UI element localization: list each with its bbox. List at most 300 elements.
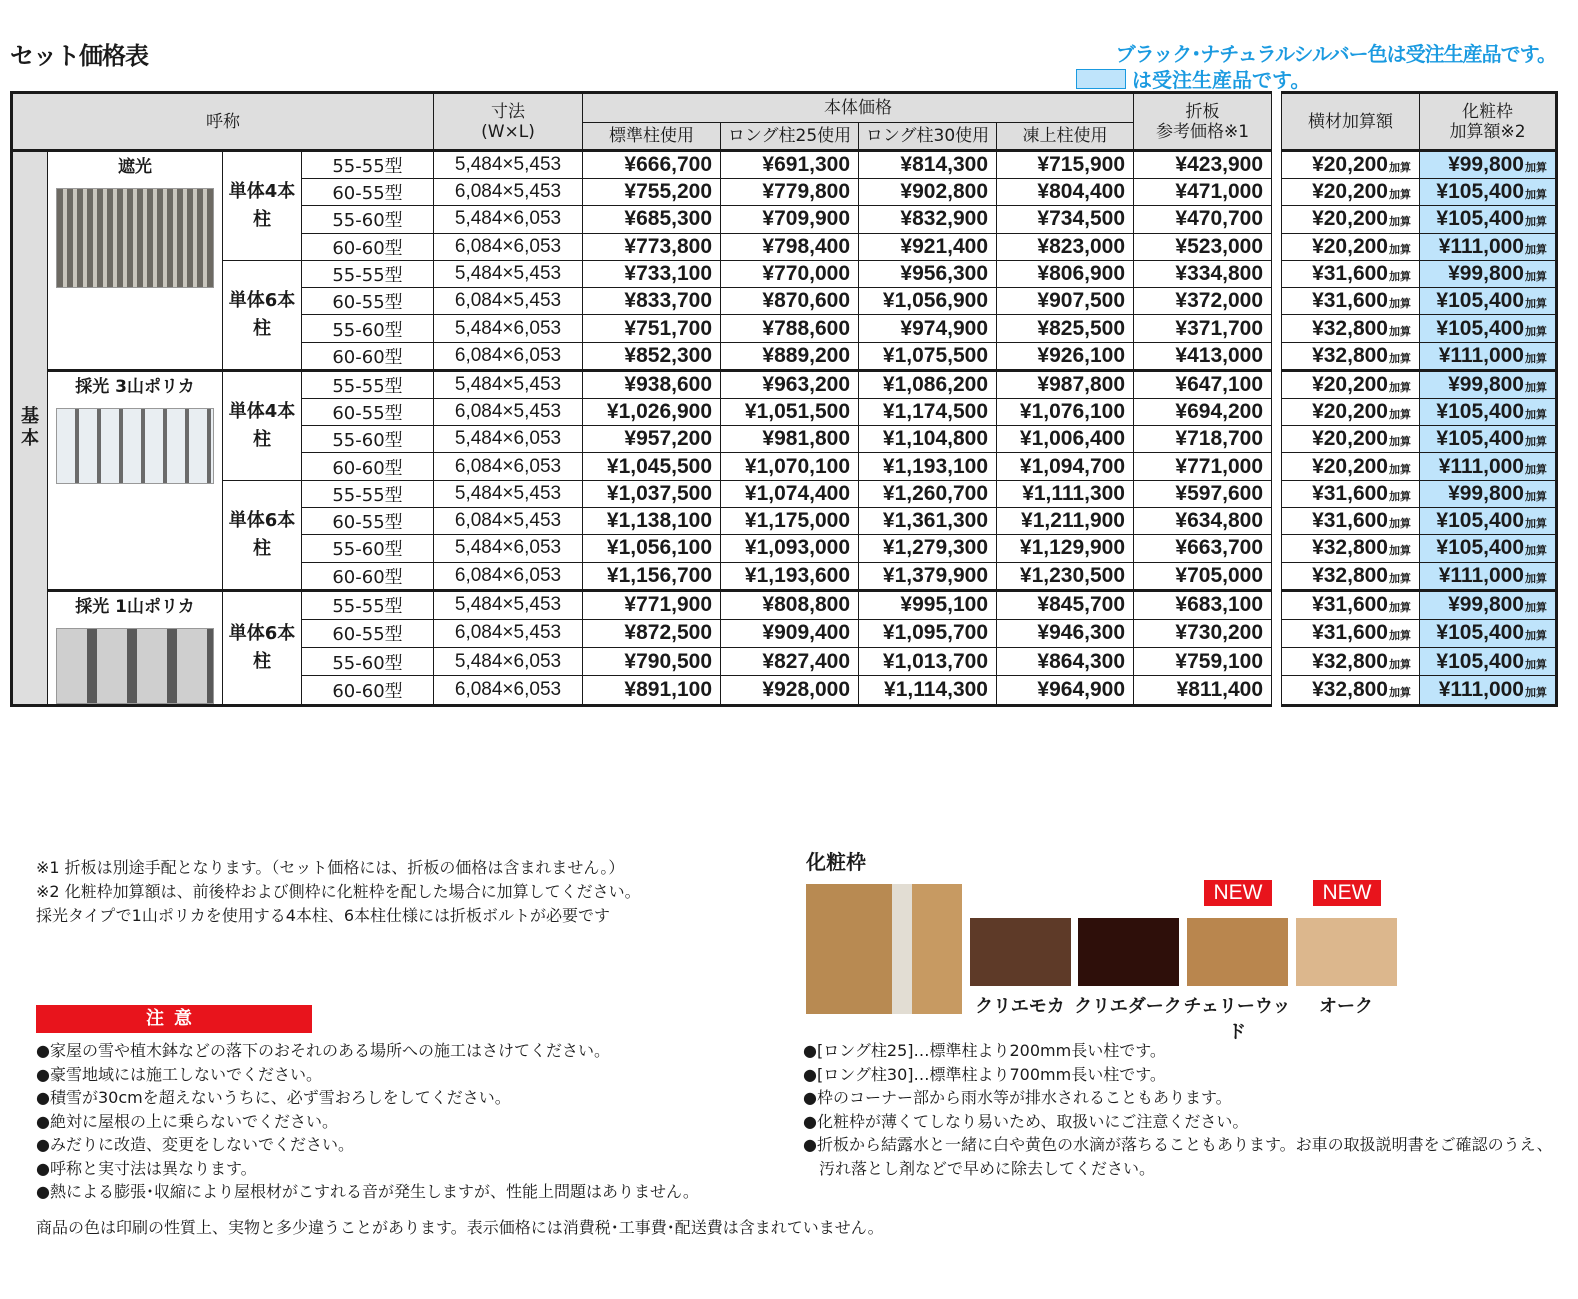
price-value: ¥111,000: [1438, 454, 1524, 478]
price-cell: ¥1,075,500: [859, 342, 997, 370]
suffix: 加算: [1525, 162, 1547, 174]
table-row: [12, 590, 1557, 619]
frame-addition-cell: [1420, 453, 1557, 480]
model-cell: 55-60型: [302, 648, 434, 676]
suffix: 加算: [1389, 408, 1411, 421]
size-cell: 5,484×5,453: [434, 151, 583, 179]
price-value: ¥20,200: [1312, 207, 1388, 231]
size-cell: 6,084×6,053: [434, 562, 583, 590]
header-fold: [1134, 93, 1272, 151]
price-value: ¥111,000: [1438, 234, 1524, 258]
model-cell: 55-55型: [302, 370, 434, 398]
model-cell: 55-55型: [302, 260, 434, 287]
caution-item: ●呼称と実寸法は異なります。: [36, 1158, 257, 1178]
price-cell: ¥751,700: [583, 315, 721, 342]
frame-addition-cell: [1420, 426, 1557, 453]
price-table: [10, 91, 1558, 707]
price-cell: ¥963,200: [721, 370, 859, 398]
page-title: セット価格表: [10, 42, 148, 70]
frame-addition-cell: [1420, 370, 1557, 398]
price-value: ¥99,800: [1448, 481, 1524, 505]
price-value: ¥31,600: [1312, 481, 1388, 505]
disclaimer: 商品の色は印刷の性質上、実物と多少違うことがあります。表示価格には消費税･工事費･配送費は含まれていません。: [36, 1218, 884, 1237]
price-cell: ¥852,300: [583, 342, 721, 370]
product-photo: [56, 408, 214, 484]
made-to-order-note: ブラック･ナチュラルシルバー色は受注生産品です。: [1115, 42, 1556, 66]
price-value: ¥20,200: [1312, 454, 1388, 478]
price-cell: ¥523,000: [1134, 233, 1272, 260]
price-cell: ¥798,400: [721, 233, 859, 260]
price-cell: ¥1,114,300: [859, 676, 997, 705]
caution-item: ●みだりに改造、変更をしないでください。: [36, 1135, 354, 1154]
model-cell: 60-60型: [302, 233, 434, 260]
beam-addition-cell: [1282, 507, 1420, 534]
price-value: ¥20,200: [1312, 399, 1388, 423]
price-value: ¥32,800: [1312, 563, 1388, 587]
model-cell: 60-60型: [302, 676, 434, 705]
suffix: 加算: [1525, 298, 1547, 311]
price-cell: ¥1,056,900: [859, 288, 997, 315]
price-cell: ¥634,800: [1134, 507, 1272, 534]
model-cell: 60-60型: [302, 342, 434, 370]
caution-item: ●積雪が30cmを超えないうちに、必ず雪おろしをしてください。: [36, 1088, 511, 1107]
gap: [1272, 648, 1282, 676]
price-cell: ¥597,600: [1134, 480, 1272, 507]
beam-addition-cell: [1282, 370, 1420, 398]
size-cell: 6,084×5,453: [434, 288, 583, 315]
price-cell: ¥647,100: [1134, 370, 1272, 398]
group-cell: [48, 590, 223, 705]
gap: [1272, 370, 1282, 398]
price-cell: ¥718,700: [1134, 426, 1272, 453]
frame-addition-cell: [1420, 535, 1557, 562]
remark-item: ●折板から結露水と一緒に白や黄色の水滴が落ちることもあります。お車の取扱説明書をご確認のうえ、汚れ落とし剤などで早めに除去してください。: [803, 1135, 1553, 1178]
header-std: 標準柱使用: [583, 123, 721, 151]
size-cell: 6,084×5,453: [434, 179, 583, 206]
price-cell: ¥1,045,500: [583, 453, 721, 480]
suffix: 加算: [1389, 658, 1411, 671]
price-value: ¥105,400: [1436, 180, 1524, 204]
gap: [1272, 233, 1282, 260]
price-cell: ¥926,100: [997, 342, 1134, 370]
swatch-label: チェリーウッド: [1183, 996, 1291, 1043]
price-value: ¥111,000: [1438, 343, 1524, 367]
price-value: ¥105,400: [1436, 427, 1524, 451]
price-cell: ¥823,000: [997, 233, 1134, 260]
price-cell: ¥759,100: [1134, 648, 1272, 676]
price-value: ¥31,600: [1312, 289, 1388, 313]
price-value: ¥105,400: [1436, 649, 1524, 673]
size-cell: 6,084×5,453: [434, 398, 583, 425]
frame-addition-cell: [1420, 151, 1557, 179]
price-value: ¥32,800: [1312, 316, 1388, 340]
price-value: ¥105,400: [1436, 289, 1524, 313]
size-cell: 6,084×6,053: [434, 342, 583, 370]
suffix: 加算: [1525, 243, 1547, 256]
suffix: 加算: [1525, 216, 1547, 229]
size-cell: 5,484×6,053: [434, 648, 583, 676]
beam-addition-cell: [1282, 648, 1420, 676]
price-cell: ¥902,800: [859, 179, 997, 206]
suffix: 加算: [1389, 686, 1411, 699]
price-cell: ¥1,156,700: [583, 562, 721, 590]
swatch-label: クリエモカ: [975, 996, 1065, 1017]
price-cell: ¥790,500: [583, 648, 721, 676]
price-cell: ¥709,900: [721, 206, 859, 233]
beam-addition-cell: [1282, 426, 1420, 453]
price-cell: ¥1,013,700: [859, 648, 997, 676]
price-value: ¥105,400: [1436, 316, 1524, 340]
header-fold-sub: 参考価格※1: [1155, 121, 1250, 142]
model-cell: 55-60型: [302, 535, 434, 562]
group-cell: [48, 151, 223, 371]
suffix: 加算: [1525, 602, 1547, 615]
remark-item: ●化粧枠が薄くてしなり易いため、取扱いにご注意ください。: [803, 1111, 1249, 1131]
price-cell: ¥1,211,900: [997, 507, 1134, 534]
suffix: 加算: [1525, 325, 1547, 338]
swatch-label: クリエダーク: [1074, 996, 1182, 1017]
price-cell: ¥987,800: [997, 370, 1134, 398]
price-value: ¥32,800: [1312, 677, 1388, 701]
price-cell: ¥1,094,700: [997, 453, 1134, 480]
price-cell: ¥1,361,300: [859, 507, 997, 534]
caution-item: ●豪雪地域には施工しないでください。: [36, 1064, 322, 1084]
model-cell: 60-55型: [302, 619, 434, 647]
suffix: 加算: [1389, 381, 1411, 394]
size-cell: 5,484×5,453: [434, 370, 583, 398]
size-cell: 5,484×6,053: [434, 426, 583, 453]
price-cell: ¥870,600: [721, 288, 859, 315]
model-cell: 60-55型: [302, 398, 434, 425]
header-size: [434, 93, 583, 151]
price-cell: ¥981,800: [721, 426, 859, 453]
gap: [1272, 93, 1282, 151]
price-cell: ¥1,129,900: [997, 535, 1134, 562]
price-cell: ¥734,500: [997, 206, 1134, 233]
suffix: 加算: [1525, 381, 1547, 394]
beam-addition-cell: [1282, 398, 1420, 425]
suffix: 加算: [1389, 243, 1411, 256]
price-cell: ¥833,700: [583, 288, 721, 315]
header-beam: 横材加算額: [1282, 93, 1420, 151]
caution-item: ●絶対に屋根の上に乗らないでください。: [36, 1111, 338, 1131]
price-cell: ¥1,070,100: [721, 453, 859, 480]
remark-item: ●枠のコーナー部から雨水等が排水されることもあります。: [803, 1088, 1232, 1107]
price-cell: ¥694,200: [1134, 398, 1272, 425]
gap: [1272, 562, 1282, 590]
price-value: ¥20,200: [1312, 180, 1388, 204]
suffix: 加算: [1389, 518, 1411, 531]
price-cell: ¥1,174,500: [859, 398, 997, 425]
price-cell: ¥1,095,700: [859, 619, 997, 647]
gap: [1272, 315, 1282, 342]
type-cell: 単体4本柱: [223, 151, 302, 261]
price-value: ¥31,600: [1312, 262, 1388, 286]
frame-addition-cell: [1420, 648, 1557, 676]
size-cell: 6,084×6,053: [434, 233, 583, 260]
price-cell: ¥1,260,700: [859, 480, 997, 507]
size-cell: 6,084×5,453: [434, 507, 583, 534]
model-cell: 55-60型: [302, 426, 434, 453]
frame-addition-cell: [1420, 398, 1557, 425]
suffix: 加算: [1389, 463, 1411, 476]
gap: [1272, 398, 1282, 425]
swatch-1: [1078, 918, 1179, 986]
new-badge: NEW: [1204, 880, 1272, 906]
header-size-label: 寸法: [491, 101, 525, 122]
price-value: ¥31,600: [1312, 621, 1388, 645]
price-cell: ¥413,000: [1134, 342, 1272, 370]
price-cell: ¥733,100: [583, 260, 721, 287]
footnotes: [36, 856, 641, 928]
header-long30: ロング柱30使用: [859, 123, 997, 151]
price-cell: ¥685,300: [583, 206, 721, 233]
suffix: 加算: [1389, 352, 1411, 365]
header-size-sub: (W×L): [481, 121, 535, 142]
gap: [1272, 260, 1282, 287]
suffix: 加算: [1525, 189, 1547, 202]
price-cell: ¥1,093,000: [721, 535, 859, 562]
price-cell: ¥907,500: [997, 288, 1134, 315]
price-cell: ¥964,900: [997, 676, 1134, 705]
swatch-3: [1296, 918, 1397, 986]
price-value: ¥20,200: [1312, 153, 1388, 176]
suffix: 加算: [1525, 630, 1547, 643]
price-cell: ¥845,700: [997, 590, 1134, 619]
price-cell: ¥808,800: [721, 590, 859, 619]
size-cell: 5,484×5,453: [434, 590, 583, 619]
beam-addition-cell: [1282, 619, 1420, 647]
price-cell: ¥995,100: [859, 590, 997, 619]
frame-addition-cell: [1420, 507, 1557, 534]
price-cell: ¥1,056,100: [583, 535, 721, 562]
price-value: ¥105,400: [1436, 399, 1524, 423]
price-value: ¥32,800: [1312, 536, 1388, 560]
beam-addition-cell: [1282, 676, 1420, 705]
price-value: ¥99,800: [1448, 372, 1524, 396]
price-cell: ¥788,600: [721, 315, 859, 342]
suffix: 加算: [1525, 572, 1547, 585]
price-cell: ¥1,006,400: [997, 426, 1134, 453]
price-cell: ¥864,300: [997, 648, 1134, 676]
price-value: ¥20,200: [1312, 427, 1388, 451]
model-cell: 60-60型: [302, 453, 434, 480]
frame-addition-cell: [1420, 206, 1557, 233]
legend-swatch: [1076, 69, 1126, 89]
size-cell: 6,084×6,053: [434, 676, 583, 705]
size-cell: 6,084×6,053: [434, 453, 583, 480]
gap: [1272, 179, 1282, 206]
gap: [1272, 676, 1282, 705]
beam-addition-cell: [1282, 342, 1420, 370]
price-value: ¥105,400: [1436, 509, 1524, 533]
header-frame: [1420, 93, 1557, 151]
frame-addition-cell: [1420, 562, 1557, 590]
frame-addition-cell: [1420, 288, 1557, 315]
type-cell: 単体6本柱: [223, 260, 302, 370]
model-cell: 60-55型: [302, 507, 434, 534]
price-cell: ¥1,026,900: [583, 398, 721, 425]
frame-title: 化粧枠: [806, 850, 866, 874]
suffix: 加算: [1389, 545, 1411, 558]
gap: [1272, 151, 1282, 179]
price-cell: ¥471,000: [1134, 179, 1272, 206]
beam-addition-cell: [1282, 590, 1420, 619]
price-cell: ¥1,279,300: [859, 535, 997, 562]
price-cell: ¥1,076,100: [997, 398, 1134, 425]
header-name: 呼称: [12, 93, 434, 151]
price-cell: ¥909,400: [721, 619, 859, 647]
gap: [1272, 453, 1282, 480]
price-value: ¥105,400: [1436, 536, 1524, 560]
model-cell: 60-55型: [302, 288, 434, 315]
gap: [1272, 590, 1282, 619]
price-cell: ¥974,900: [859, 315, 997, 342]
price-cell: ¥1,175,000: [721, 507, 859, 534]
beam-addition-cell: [1282, 315, 1420, 342]
category-cell: 基本: [12, 151, 48, 706]
suffix: 加算: [1389, 572, 1411, 585]
price-value: ¥20,200: [1312, 234, 1388, 258]
price-cell: ¥814,300: [859, 151, 997, 179]
price-cell: ¥423,900: [1134, 151, 1272, 179]
frame-addition-cell: [1420, 342, 1557, 370]
price-cell: ¥334,800: [1134, 260, 1272, 287]
model-cell: 60-55型: [302, 179, 434, 206]
table-row: [12, 370, 1557, 398]
suffix: 加算: [1389, 630, 1411, 643]
suffix: 加算: [1525, 545, 1547, 558]
gap: [1272, 206, 1282, 233]
beam-addition-cell: [1282, 288, 1420, 315]
price-cell: ¥1,111,300: [997, 480, 1134, 507]
price-cell: ¥938,600: [583, 370, 721, 398]
price-cell: ¥779,800: [721, 179, 859, 206]
table-row: [12, 260, 1557, 287]
header-long25: ロング柱25使用: [721, 123, 859, 151]
gap: [1272, 426, 1282, 453]
price-cell: ¥715,900: [997, 151, 1134, 179]
price-value: ¥105,400: [1436, 621, 1524, 645]
model-cell: 55-60型: [302, 315, 434, 342]
suffix: 加算: [1525, 490, 1547, 503]
suffix: 加算: [1525, 658, 1547, 671]
price-cell: ¥730,200: [1134, 619, 1272, 647]
model-cell: 55-55型: [302, 480, 434, 507]
price-cell: ¥683,100: [1134, 590, 1272, 619]
header-frame-sub: 加算額※2: [1449, 121, 1526, 142]
price-value: ¥111,000: [1438, 563, 1524, 587]
price-cell: ¥1,051,500: [721, 398, 859, 425]
beam-addition-cell: [1282, 206, 1420, 233]
size-cell: 6,084×5,453: [434, 619, 583, 647]
suffix: 加算: [1525, 436, 1547, 449]
beam-addition-cell: [1282, 260, 1420, 287]
new-badge: NEW: [1313, 880, 1381, 906]
product-photo: [56, 628, 214, 704]
footnote: ※2 化粧枠加算額は、前後枠および側枠に化粧枠を配した場合に加算してください。: [36, 882, 641, 901]
price-cell: ¥663,700: [1134, 535, 1272, 562]
price-cell: ¥691,300: [721, 151, 859, 179]
price-cell: ¥705,000: [1134, 562, 1272, 590]
suffix: 加算: [1389, 298, 1411, 311]
price-cell: ¥666,700: [583, 151, 721, 179]
legend-note: [1076, 64, 1310, 93]
price-cell: ¥1,074,400: [721, 480, 859, 507]
beam-addition-cell: [1282, 179, 1420, 206]
frame-addition-cell: [1420, 179, 1557, 206]
price-cell: ¥1,193,600: [721, 562, 859, 590]
price-cell: ¥771,900: [583, 590, 721, 619]
table-row: [12, 480, 1557, 507]
gap: [1272, 288, 1282, 315]
price-cell: ¥827,400: [721, 648, 859, 676]
type-cell: 単体4本柱: [223, 370, 302, 480]
type-cell: 単体6本柱: [223, 590, 302, 705]
price-value: ¥32,800: [1312, 649, 1388, 673]
price-cell: ¥1,104,800: [859, 426, 997, 453]
caution-item: ●熱による膨張･収縮により屋根材がこすれる音が発生しますが、性能上問題はありません。: [36, 1182, 699, 1201]
suffix: 加算: [1389, 325, 1411, 338]
price-cell: ¥770,000: [721, 260, 859, 287]
swatch-2: [1187, 918, 1288, 986]
price-cell: ¥372,000: [1134, 288, 1272, 315]
price-cell: ¥928,000: [721, 676, 859, 705]
frame-addition-cell: [1420, 480, 1557, 507]
suffix: 加算: [1525, 408, 1547, 421]
remark-item: ●[ロング柱25]…標準柱より200mm長い柱です。: [803, 1041, 1166, 1060]
price-cell: ¥957,200: [583, 426, 721, 453]
model-cell: 60-60型: [302, 562, 434, 590]
price-cell: ¥825,500: [997, 315, 1134, 342]
table-row: [12, 151, 1557, 179]
header-body-price: 本体価格: [583, 93, 1134, 123]
price-value: ¥99,800: [1448, 593, 1524, 617]
price-value: ¥32,800: [1312, 343, 1388, 367]
size-cell: 5,484×5,453: [434, 260, 583, 287]
suffix: 加算: [1389, 216, 1411, 229]
suffix: 加算: [1525, 518, 1547, 531]
footnote: 採光タイプで1山ポリカを使用する4本柱、6本柱仕様には折板ボルトが必要です: [36, 906, 611, 925]
model-cell: 55-60型: [302, 206, 434, 233]
suffix: 加算: [1525, 686, 1547, 699]
legend-text: は受注生産品です。: [1132, 68, 1311, 92]
price-cell: ¥1,230,500: [997, 562, 1134, 590]
gap: [1272, 480, 1282, 507]
size-cell: 5,484×5,453: [434, 480, 583, 507]
size-cell: 5,484×6,053: [434, 535, 583, 562]
beam-addition-cell: [1282, 453, 1420, 480]
price-value: ¥31,600: [1312, 509, 1388, 533]
frame-addition-cell: [1420, 619, 1557, 647]
frame-photo: [806, 884, 962, 1014]
beam-addition-cell: [1282, 233, 1420, 260]
suffix: 加算: [1525, 463, 1547, 476]
size-cell: 5,484×6,053: [434, 206, 583, 233]
remarks-list: [803, 1039, 1563, 1180]
suffix: 加算: [1525, 352, 1547, 365]
caution-heading: 注意: [36, 1005, 312, 1033]
price-cell: ¥811,400: [1134, 676, 1272, 705]
swatch-label: オーク: [1319, 996, 1373, 1017]
suffix: 加算: [1525, 271, 1547, 284]
price-cell: ¥872,500: [583, 619, 721, 647]
model-cell: 55-55型: [302, 151, 434, 179]
beam-addition-cell: [1282, 562, 1420, 590]
gap: [1272, 535, 1282, 562]
price-cell: ¥891,100: [583, 676, 721, 705]
price-cell: ¥806,900: [997, 260, 1134, 287]
